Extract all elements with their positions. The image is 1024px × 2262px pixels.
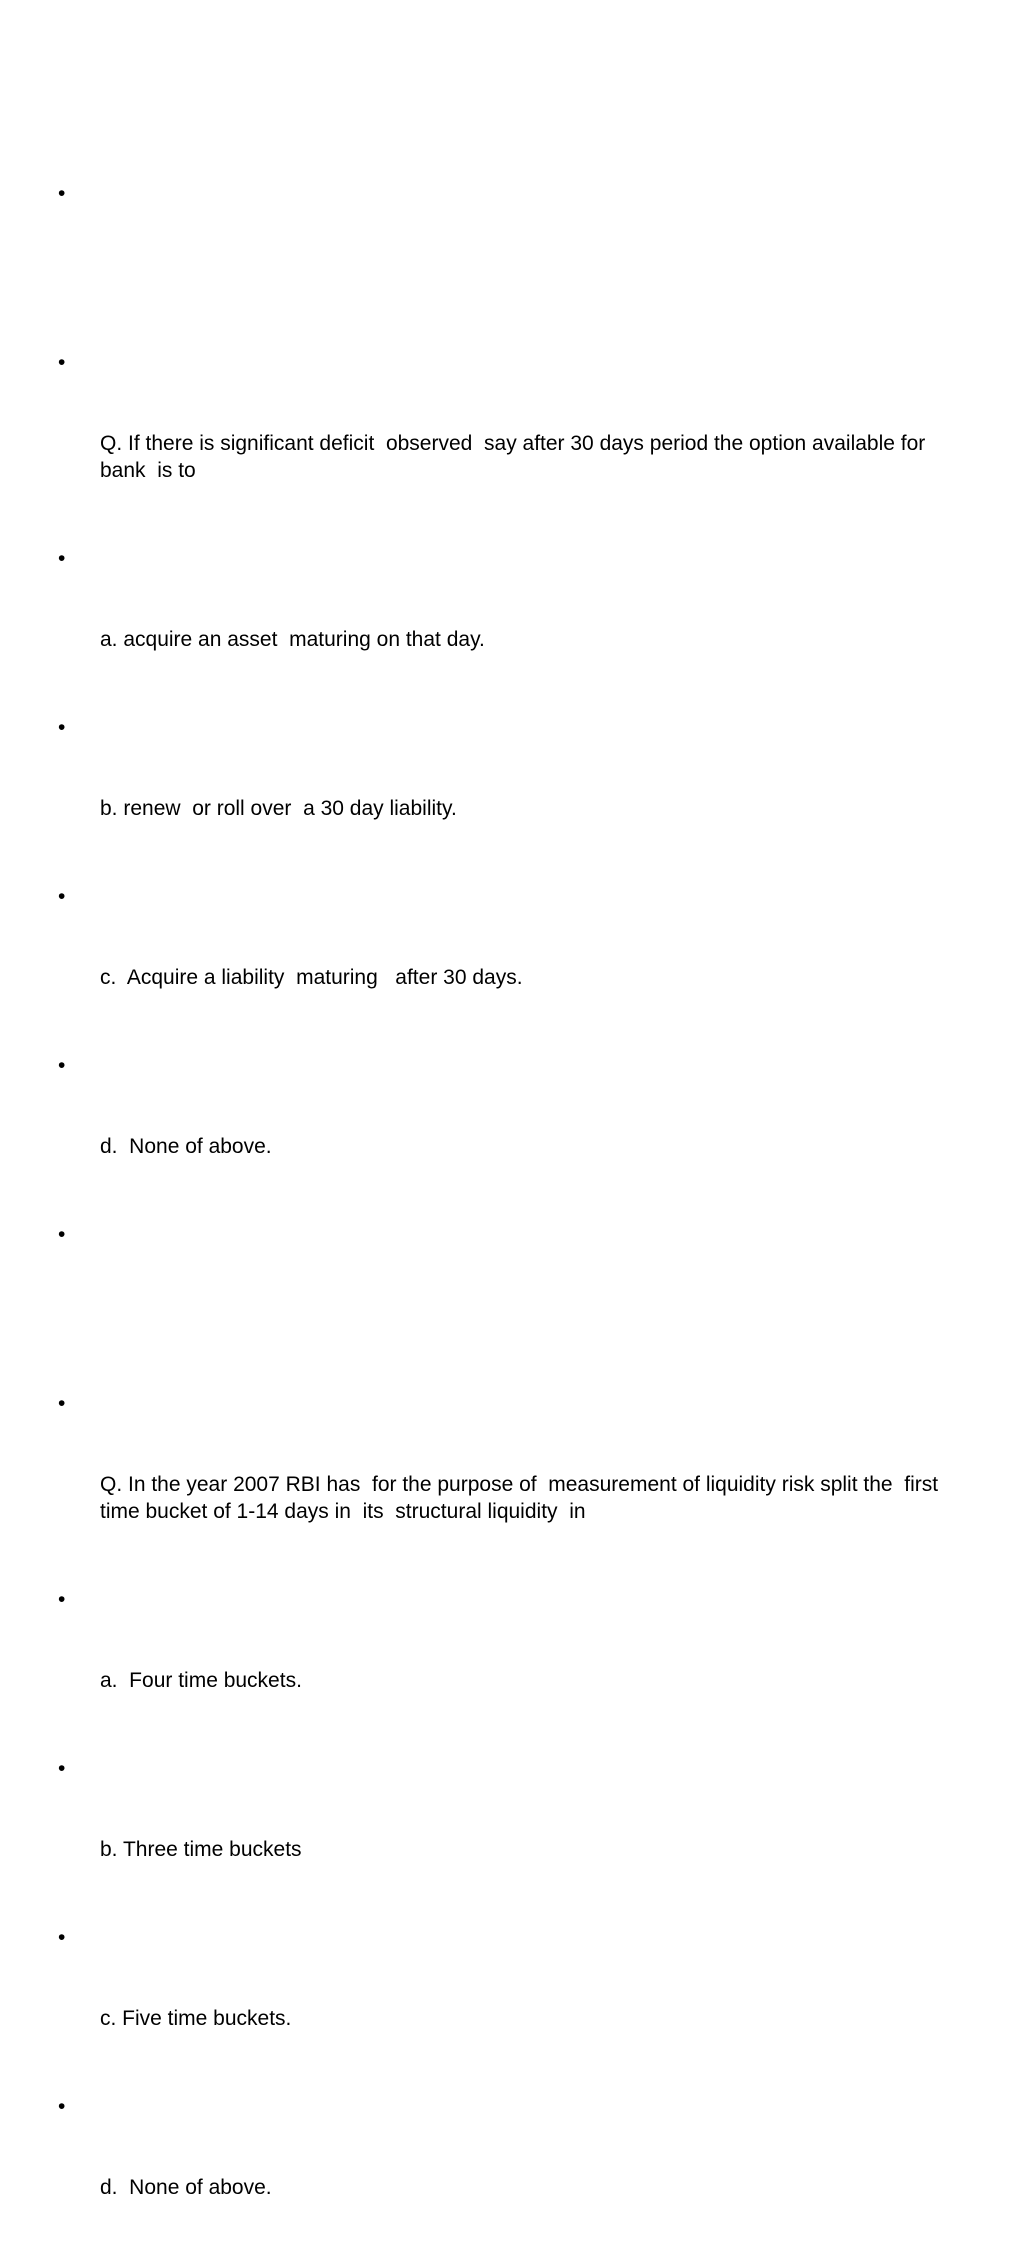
bullet-text: [100, 261, 958, 288]
option-text: a. Four time buckets.: [100, 1669, 302, 1692]
question-2: [58, 1390, 958, 1579]
bullet-icon: •: [58, 716, 66, 739]
bullet-icon: •: [58, 1392, 66, 1415]
bullet-icon: •: [58, 351, 66, 374]
option-text: c. Acquire a liability maturing after 30 days.: [100, 966, 523, 989]
option-b: [58, 714, 958, 876]
list-item: [58, 180, 958, 342]
option-a: [58, 545, 958, 707]
option-text: d. None of above.: [100, 1135, 272, 1158]
bullet-icon: •: [58, 1223, 66, 1246]
option-text: a. acquire an asset maturing on that day.: [100, 628, 485, 651]
question-text: Q. If there is significant deficit observed say after 30 days period the option available for bank is to: [100, 432, 932, 482]
option-c: [58, 1924, 958, 2086]
option-d: [58, 1052, 958, 1214]
bullet-icon: •: [58, 1757, 66, 1780]
bullet-icon: •: [58, 2095, 66, 2118]
question-1: [58, 349, 958, 538]
bullet-text: [100, 1302, 958, 1329]
option-b: [58, 1755, 958, 1917]
option-a: [58, 1586, 958, 1748]
list-item: [58, 1221, 958, 1383]
option-c: [58, 883, 958, 1045]
option-text: b. renew or roll over a 30 day liability.: [100, 797, 457, 820]
option-d: [58, 2093, 958, 2255]
question-text: Q. In the year 2007 RBI has for the purpose of measurement of liquidity risk split the first time bucket of 1-14 days in its structural liquidity in: [100, 1473, 944, 1523]
bullet-icon: •: [58, 1588, 66, 1611]
option-text: c. Five time buckets.: [100, 2007, 292, 2030]
bullet-icon: •: [58, 1926, 66, 1949]
option-text: d. None of above.: [100, 2176, 272, 2199]
bullet-icon: •: [58, 1054, 66, 1077]
option-text: b. Three time buckets: [100, 1838, 302, 1861]
bullet-icon: •: [58, 182, 66, 205]
bullet-list: [58, 180, 958, 2262]
bullet-icon: •: [58, 885, 66, 908]
bullet-icon: •: [58, 547, 66, 570]
